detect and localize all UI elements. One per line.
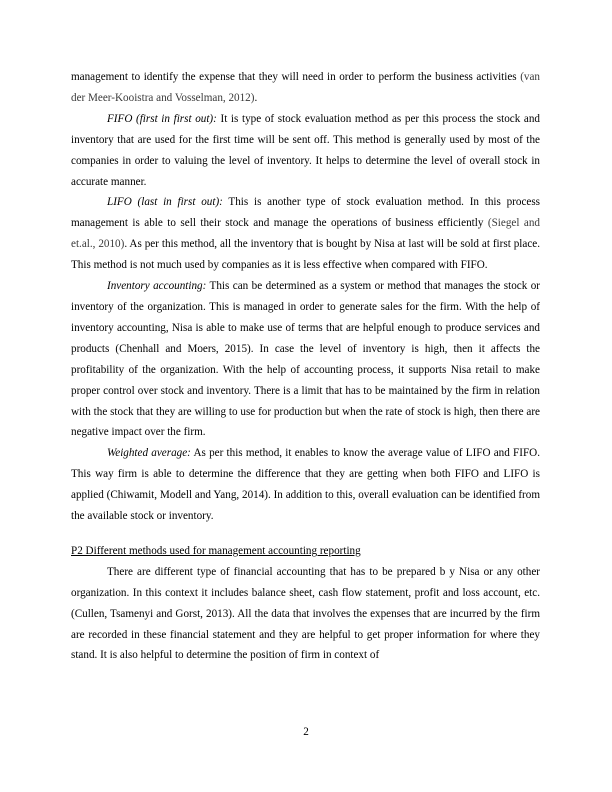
citation: (van der Meer-Kooistra and Vosselman, 2012) (71, 71, 540, 104)
term-fifo: FIFO (first in first out): (107, 112, 217, 125)
paragraph-section-p2: There are different type of financial accounting that has to be prepared b y Nisa or any other organization. In this context it includes balance sheet, cash flow statement, profit and loss account, etc. (Cullen, Tsamenyi and Gorst, 2013). All the data that involves the expenses that are incurred by the firm are recorded in these financial statement and they are helpful to get proper information for where they stand. It is also helpful to determine the position of firm in context of (71, 565, 540, 662)
term-inventory-accounting: Inventory accounting: (107, 280, 207, 293)
term-weighted-average: Weighted average: (107, 447, 191, 460)
paragraph-text: management to identify the expense that they will need in order to perform the business activities (71, 71, 521, 83)
paragraph-lifo (71, 192, 540, 276)
paragraph-text: This is another type of stock evaluation method. In this process management is able to sell their stock and manage the operations of business efficiently (71, 196, 540, 230)
page-number: 2 (303, 726, 309, 738)
paragraph-text: This can be determined as a system or method that manages the stock or inventory of the organization. This is managed in order to generate sales for the firm. With the help of inventory accounting, Nisa is able to make use of terms that are helpful enough to produce services and products (Chenhall and Moers, 2015). In case the level of inventory is high, then it affects the profitability of the organization. With the help of accounting process, it supports Nisa retail to make proper control over stock and inventory. There is a limit that has to be maintained by the firm in relation with the stock that they are willing to use for production but when the rate of stock is high, then there are negative impact over the firm. (71, 280, 540, 439)
paragraph-end: . As per this method, all the inventory that is bought by Nisa at last will be sold at first place. This method is not much used by companies as it is less effective when compared with FIFO. (71, 238, 540, 272)
term-lifo: LIFO (last in first out): (107, 196, 223, 209)
section-heading: P2 Different methods used for management accounting reporting (71, 544, 361, 557)
document-body (71, 67, 540, 666)
paragraph-weighted-average (71, 443, 540, 527)
citation: (Siegel and et.al., 2010) (71, 217, 540, 251)
paragraph-fifo (71, 109, 540, 193)
paragraph-text: As per this method, it enables to know the average value of LIFO and FIFO. This way firm is able to determine the difference that they are getting when both FIFO and LIFO is applied (Chiwamit, Modell and Yang, 2014). In addition to this, overall evaluation can be identified from the available stock or inventory. (71, 447, 540, 523)
paragraph-end: . (254, 91, 258, 104)
paragraph-text: It is type of stock evaluation method as per this process the stock and inventory that are used for the first time will be sent off. This method is generally used by most of the companies in order to valuing the level of inventory. It helps to determine the level of overall stock in accurate manner. (71, 112, 541, 188)
paragraph-inventory-accounting (71, 276, 540, 443)
paragraph-intro (71, 67, 540, 109)
